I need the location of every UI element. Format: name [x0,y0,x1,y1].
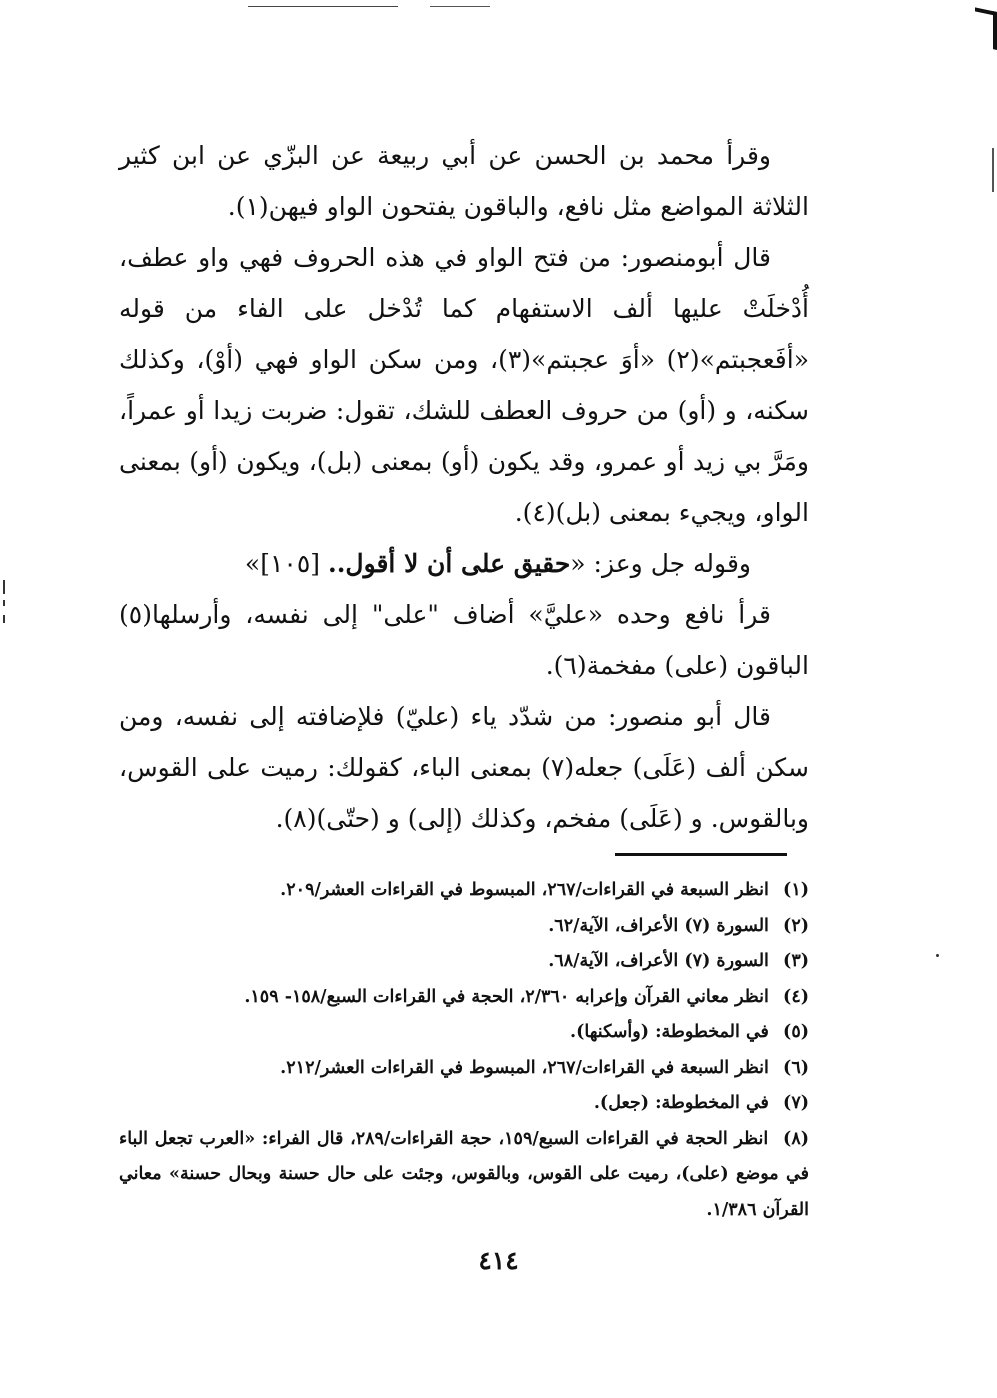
footnote-number: (٤) [783,986,809,1007]
scan-artifact-line [430,6,490,7]
paragraph-1: وقرأ محمد بن الحسن عن أبي ربيعة عن البزّي عن ابن كثير الثلاثة المواضع مثل نافع، والباقون يفتحون الواو فيهن(١). [119,141,809,221]
footnote-number: (٥) [783,1022,809,1042]
verse-reference: [١٠٥] [260,549,321,578]
footnotes-list [119,873,809,1228]
scan-edge-mark [3,580,5,594]
main-text-body [119,130,809,844]
footnote-text: انظر معاني القرآن وإعرابه ٢/٣٦٠، الحجة في القراءات السبع/١٥٨- ١٥٩. [244,986,769,1007]
page-number: ٤١٤ [478,1246,519,1275]
footnote-number: (٦) [783,1057,809,1078]
footnote-item [119,980,809,1016]
paragraph-2: قال أبومنصور: من فتح الواو في هذه الحروف فهي واو عطف، أُدْخلَتْ عليها ألف الاستفهام كما تُدْخل على الفاء من قوله «أفَعجبتم»(٢) «أوَ عجبتم»(٣)، ومن سكن الواو فهي (أوْ)، وكذلك سكنه، و (أو) من حروف العطف للشك، تقول: ضربت زيدا أو عمراً، ومَرَّ بي زيد أو عمرو، وقد يكون (أو) بمعنى (بل)، ويكون (أو) بمعنى الواو، ويجيء بمعنى (بل)(٤). [119,243,809,527]
scan-artifact-line [248,6,398,7]
footnote-item [119,909,809,945]
scan-edge-mark [3,615,5,623]
footnote-item [119,1051,809,1087]
page-corner-mark [975,7,997,50]
footnote-text: في المخطوطة: (وأسكنها). [570,1022,769,1042]
verse-intro: وقوله جل وعز: « [570,549,751,578]
footnote-number: (٣) [783,951,809,971]
verse-close: » [244,549,261,578]
verse-text: حقيق على أن لا أقول.. [328,549,571,578]
footnote-item [119,873,809,909]
footnote-number: (٧) [783,1093,809,1113]
scan-edge-mark [992,148,994,192]
footnote-text: انظر السبعة في القراءات/٢٦٧، المبسوط في القراءات العشر/٢٠٩. [280,880,769,900]
footnote-number: (٨) [783,1128,809,1149]
scan-edge-mark [3,600,5,606]
footnote-item [119,1086,809,1122]
footnote-text: السورة (٧) الأعراف، الآية/٦٨. [548,951,769,971]
verse-line [119,538,809,589]
scan-dot-mark [936,954,939,957]
paragraph-3: قرأ نافع وحده «عليَّ» أضاف "على" إلى نفسه، وأرسلها(٥) الباقون (على) مفخمة(٦). [119,600,809,680]
footnote-separator [615,853,787,856]
footnote-item [119,1015,809,1051]
footnote-text: انظر السبعة في القراءات/٢٦٧، المبسوط في القراءات العشر/٢١٢. [280,1057,769,1078]
paragraph-4: قال أبو منصور: من شدّد ياء (عليّ) فلإضافته إلى نفسه، ومن سكن ألف (عَلَى) جعله(٧) بمعنى الباء، كقولك: رميت على القوس، وبالقوس. و (عَلَى) مفخم، وكذلك (إلى) و (حتّى)(٨). [119,702,809,833]
footnote-text: في المخطوطة: (جعل). [593,1093,769,1113]
footnote-number: (١) [783,880,809,900]
footnote-number: (٢) [783,915,809,936]
footnote-text: السورة (٧) الأعراف، الآية/٦٢. [548,915,769,936]
footnote-item [119,944,809,980]
footnote-item [119,1122,809,1229]
footnote-text: انظر الحجة في القراءات السبع/١٥٩، حجة القراءات/٢٨٩، قال الفراء: «العرب تجعل الباء في موضع (على)، رميت على القوس، وبالقوس، وجئت على حال حسنة وبحال حسنة» معاني القرآن ١/٣٨٦. [119,1128,809,1220]
